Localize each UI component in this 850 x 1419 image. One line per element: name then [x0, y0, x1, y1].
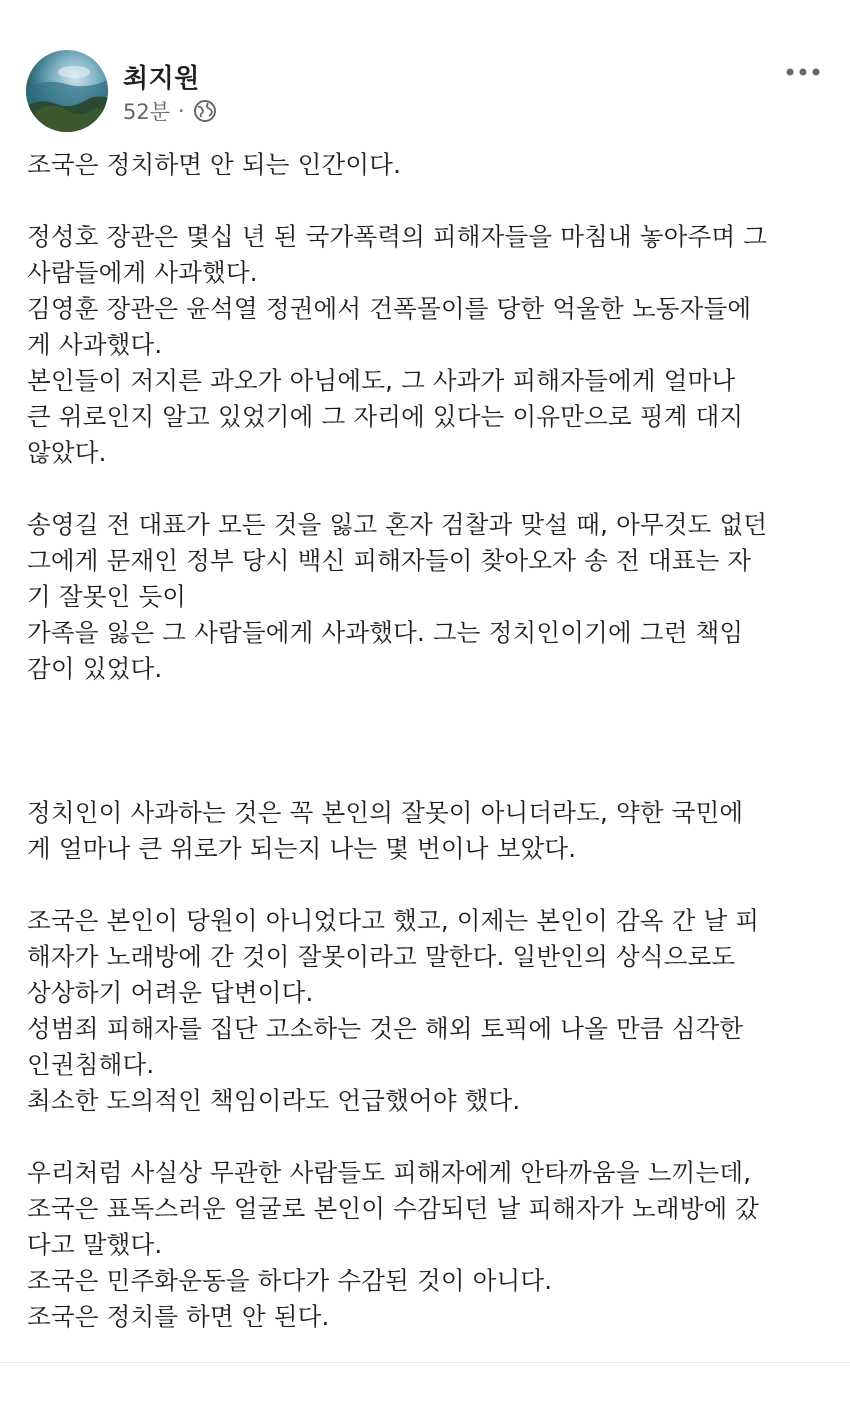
- text-line: 기 잘못인 듯이: [27, 582, 187, 611]
- paragraph-6: [27, 1155, 827, 1335]
- post-meta: [123, 96, 217, 126]
- text-line: 않았다.: [27, 438, 107, 467]
- text-line: 조국은 정치를 하면 안 된다.: [27, 1302, 330, 1331]
- post-divider: [0, 1362, 850, 1363]
- globe-icon[interactable]: [193, 99, 217, 123]
- post-time[interactable]: 52분: [123, 100, 171, 124]
- text-line: 큰 위로인지 알고 있었기에 그 자리에 있다는 이유만으로 핑계 대지: [27, 402, 744, 431]
- text-line: 가족을 잃은 그 사람들에게 사과했다. 그는 정치인이기에 그런 책임: [27, 618, 744, 647]
- text-line: 김영훈 장관은 윤석열 정권에서 건폭몰이를 당한 억울한 노동자들에: [27, 294, 752, 323]
- text-line: 우리처럼 사실상 무관한 사람들도 피해자에게 안타까움을 느끼는데,: [27, 1158, 752, 1187]
- text-line: 성범죄 피해자를 집단 고소하는 것은 해외 토픽에 나올 만큼 심각한: [27, 1014, 744, 1043]
- paragraph-2: [27, 219, 827, 471]
- avatar[interactable]: [26, 50, 108, 132]
- text-line: 그에게 문재인 정부 당시 백신 피해자들이 찾아오자 송 전 대표는 자: [27, 546, 752, 575]
- meta-separator: ·: [178, 99, 185, 123]
- author-name[interactable]: 최지원: [123, 64, 200, 94]
- text-line: 인권침해다.: [27, 1050, 155, 1079]
- paragraph-1: [27, 147, 827, 183]
- paragraph-4: [27, 795, 827, 867]
- post-body: [27, 147, 827, 1335]
- more-options-button[interactable]: [780, 60, 826, 84]
- text-line: 게 사과했다.: [27, 330, 163, 359]
- text-line: 조국은 민주화운동을 하다가 수감된 것이 아니다.: [27, 1266, 553, 1295]
- text-line: 조국은 본인이 당원이 아니었다고 했고, 이제는 본인이 감옥 간 날 피: [27, 906, 760, 935]
- text-line: 정성호 장관은 몇십 년 된 국가폭력의 피해자들을 마침내 놓아주며 그: [27, 222, 768, 251]
- text-line: 감이 있었다.: [27, 654, 163, 683]
- paragraph-3: [27, 507, 827, 687]
- text-line: 정치인이 사과하는 것은 꼭 본인의 잘못이 아니더라도, 약한 국민에: [27, 798, 744, 827]
- text-line: 조국은 표독스러운 얼굴로 본인이 수감되던 날 피해자가 노래방에 갔: [27, 1194, 760, 1223]
- text-line: 다고 말했다.: [27, 1230, 163, 1259]
- text-line: 송영길 전 대표가 모든 것을 잃고 혼자 검찰과 맞설 때, 아무것도 없던: [27, 510, 768, 539]
- text-line: 본인들이 저지른 과오가 아님에도, 그 사과가 피해자들에게 얼마나: [27, 366, 736, 395]
- paragraph-5: [27, 903, 827, 1119]
- text-line: 최소한 도의적인 책임이라도 언급했어야 했다.: [27, 1086, 521, 1115]
- post-header: [26, 50, 826, 134]
- text-line: 게 얼마나 큰 위로가 되는지 나는 몇 번이나 보았다.: [27, 834, 577, 863]
- text-line: 해자가 노래방에 간 것이 잘못이라고 말한다. 일반인의 상식으로도: [27, 942, 736, 971]
- text-line: 상상하기 어려운 답변이다.: [27, 978, 314, 1007]
- text-line: 조국은 정치하면 안 되는 인간이다.: [27, 150, 402, 179]
- text-line: 사람들에게 사과했다.: [27, 258, 258, 287]
- more-horizontal-icon: [780, 60, 826, 84]
